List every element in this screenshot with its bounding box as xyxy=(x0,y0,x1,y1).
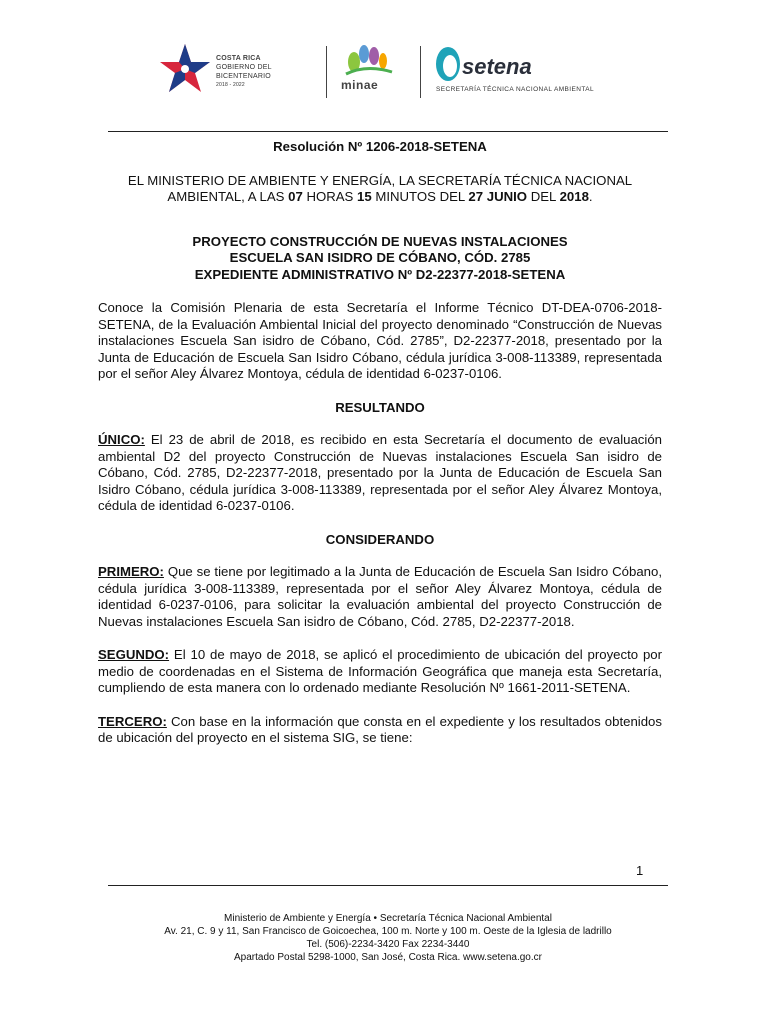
primero-text: Que se tiene por legitimado a la Junta de Educación de Escuela San Isidro Cóbano, cédula jurídica 3-008-113389, representada por el señor Aley Álvarez Montoya, cédula de identidad 6-0237-0106, para solicitar la evaluación ambiental del proyecto Construcción de Nuevas instalaciones Escuela San isidro de Cóbano, Cód. 2785, D2-22377-2018. xyxy=(98,564,662,629)
minae-logo xyxy=(336,44,410,102)
project-line: EXPEDIENTE ADMINISTRATIVO Nº D2-22377-2018-SETENA xyxy=(194,266,566,282)
setena-logo xyxy=(434,46,614,100)
segundo-paragraph xyxy=(98,647,662,697)
footer xyxy=(108,912,668,964)
costa-rica-bicentenario-logo xyxy=(158,42,318,98)
unico-paragraph xyxy=(98,432,662,515)
project-line: PROYECTO CONSTRUCCIÓN DE NUEVAS INSTALACIONES xyxy=(192,233,568,249)
footer-line: Ministerio de Ambiente y Energía • Secretaría Técnica Nacional Ambiental xyxy=(224,913,552,924)
section-heading-considerando: CONSIDERANDO xyxy=(325,531,435,547)
intro-minutes: 15 xyxy=(357,189,372,204)
section-heading-resultando: RESULTANDO xyxy=(335,399,425,415)
unico-label: ÚNICO: xyxy=(98,432,145,447)
cr-logo-line2: GOBIERNO DEL BICENTENARIO xyxy=(216,64,272,80)
intro-text: HORAS xyxy=(302,189,358,204)
page-number: 1 xyxy=(636,863,644,878)
primero-paragraph xyxy=(98,564,662,630)
segundo-label: SEGUNDO: xyxy=(98,647,170,662)
setena-subtitle: SECRETARÍA TÉCNICA NACIONAL AMBIENTAL xyxy=(436,86,594,93)
cr-logo-line1: COSTA RICA xyxy=(216,55,261,62)
footer-rule xyxy=(108,885,668,886)
resolution-title: Resolución Nº 1206-2018-SETENA xyxy=(273,139,487,154)
setena-emblem-icon xyxy=(434,46,464,86)
intro-paragraph xyxy=(98,173,662,206)
intro-text: . xyxy=(588,189,593,204)
project-heading xyxy=(98,234,662,284)
intro-text: MINUTOS DEL xyxy=(371,189,469,204)
logo-divider xyxy=(420,46,421,98)
logo-divider xyxy=(326,46,327,98)
footer-line: Tel. (506)-2234-3420 Fax 2234-3440 xyxy=(306,939,470,950)
project-line: ESCUELA SAN ISIDRO DE CÓBANO, CÓD. 2785 xyxy=(229,250,531,265)
setena-wordmark: setena xyxy=(462,54,532,79)
intro-hours: 07 xyxy=(288,189,303,204)
letterhead xyxy=(0,0,768,130)
hand-leaf-icon xyxy=(336,44,406,80)
tercero-paragraph xyxy=(98,714,662,747)
intro-year: 2018 xyxy=(559,189,589,204)
cr-logo-line3: 2018 - 2022 xyxy=(216,82,245,88)
conoce-paragraph: Conoce la Comisión Plenaria de esta Secretaría el Informe Técnico DT-DEA-0706-2018-SETENA, de la Evaluación Ambiental Inicial del proyecto denominado “Construcción de Nuevas instalaciones Escuela San isidro de Cóbano, Cód. 2785”, D2-22377-2018, presentado por la Junta de Educación de Escuela San Isidro Cóbano, cédula jurídica 3-008-113389, representada por el señor Aley Álvarez Montoya, cédula de identidad 6-0237-0106. xyxy=(98,300,662,381)
intro-text: EL MINISTERIO DE AMBIENTE Y ENERGÍA, LA SECRETARÍA TÉCNICA NACIONAL AMBIENTAL, A LAS xyxy=(127,172,633,204)
star-icon xyxy=(158,42,212,96)
tercero-label: TERCERO: xyxy=(98,713,167,729)
footer-line: Av. 21, C. 9 y 11, San Francisco de Goicoechea, 100 m. Norte y 100 m. Oeste de la Iglesia de ladrillo xyxy=(164,926,612,937)
footer-line: Apartado Postal 5298-1000, San José, Costa Rica. www.setena.go.cr xyxy=(234,952,542,963)
intro-text: DEL xyxy=(527,189,560,204)
unico-text: El 23 de abril de 2018, es recibido en esta Secretaría el documento de evaluación ambiental D2 del proyecto Construcción de Nuevas instalaciones Escuela San isidro de Cóbano, Cód. 2785, D2-22377-2018, presentado por la Junta de Educación de Escuela San Isidro Cóbano, cédula jurídica 3-008-113389, representada por el señor Aley Álvarez Montoya, cédula de identidad 6-0237-0106. xyxy=(98,432,662,513)
tercero-text: Con base en la información que consta en el expediente y los resultados obtenidos de ubicación del proyecto en el sistema SIG, se tiene: xyxy=(98,713,662,745)
primero-label: PRIMERO: xyxy=(98,564,164,579)
intro-day: 27 JUNIO xyxy=(468,189,528,204)
minae-wordmark: minae xyxy=(341,78,379,92)
header-rule xyxy=(108,131,668,132)
segundo-text: El 10 de mayo de 2018, se aplicó el procedimiento de ubicación del proyecto por medio de coordenadas en el Sistema de Información Geográfica que maneja esta Secretaría, cumpliendo de esta manera con lo ordenado mediante Resolución Nº 1661-2011-SETENA. xyxy=(98,647,662,695)
document-body xyxy=(98,139,662,747)
